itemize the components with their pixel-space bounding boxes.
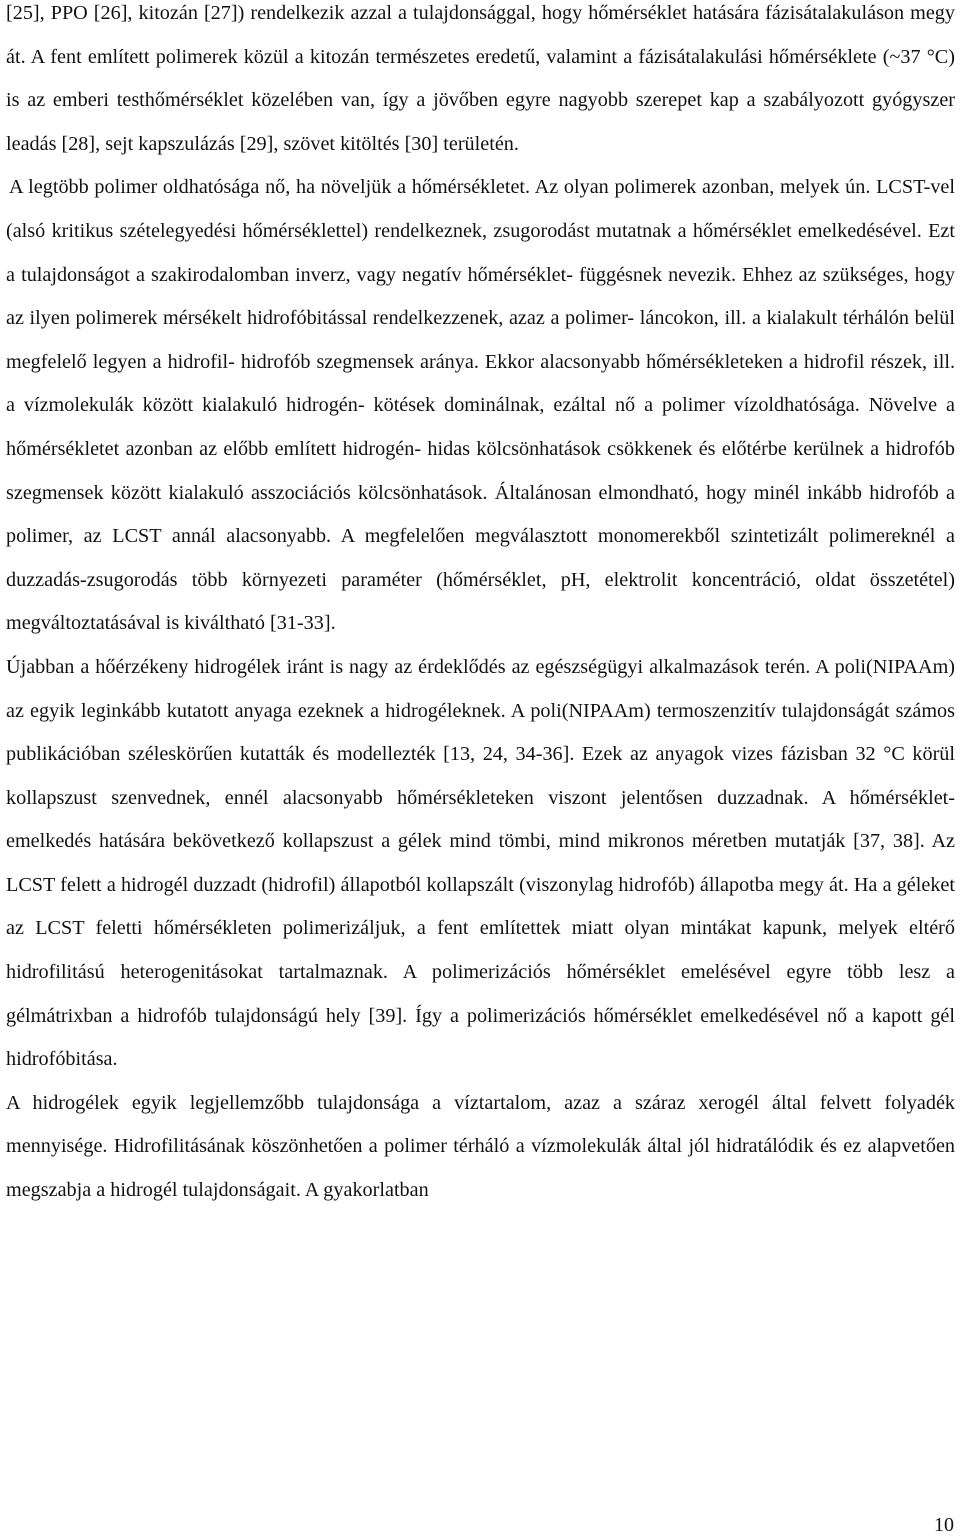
paragraph-4: A hidrogélek egyik legjellemzőbb tulajdonsága a víztartalom, azaz a száraz xerogél által felvett folyadék mennyisége. Hidrofilitásának köszönhetően a polimer térháló a vízmolekulák által jól hidratálódik és ez alapvetően megszabja a hidrogél tulajdonságait. A gyakorlatban (6, 1091, 955, 1202)
page-number: 10 (934, 1514, 954, 1536)
paragraph-2: A legtöbb polimer oldhatósága nő, ha növeljük a hőmérsékletet. Az olyan polimerek azonban, melyek ún. LCST-vel (alsó kritikus szételegyedési hőmérséklettel) rendelkeznek, zsugorodást mutatnak a hőmérséklet emelkedésével. Ezt a tulajdonságot a szakirodalomban inverz, vagy negatív hőmérséklet- függésnek nevezik. Ehhez az szükséges, hogy az ilyen polimerek mérsékelt hidrofóbitással rendelkezzenek, azaz a polimer- láncokon, ill. a kialakult térhálón belül megfelelő legyen a hidrofil- hidrofób szegmensek aránya. Ekkor alacsonyabb hőmérsékleteken a hidrofil részek, ill. a vízmolekulák között kialakuló hidrogén- kötések dominálnak, ezáltal nő a polimer vízoldhatósága. Növelve a hőmérsékletet azonban az előbb említett hidrogén- hidas kölcsönhatások csökkenek és előtérbe kerülnek a hidrofób szegmensek között kialakuló asszociációs kölcsönhatások. Általánosan elmondható, hogy minél inkább hidrofób a polimer, az LCST annál alacsonyabb. A megfelelően megválasztott monomerekből szintetizált polimereknél a duzzadás-zsugorodás több környezeti paraméter (hőmérséklet, pH, elektrolit koncentráció, oldat összetétel) megváltoztatásával is kiváltható [31-33]. (6, 176, 955, 635)
document-page (6, 0, 955, 1213)
paragraph-1: [25], PPO [26], kitozán [27]) rendelkezik azzal a tulajdonsággal, hogy hőmérséklet hatására fázisátalakuláson megy át. A fent említett polimerek közül a kitozán természetes eredetű, valamint a fázisátalakulási hőmérséklete (~37 °C) is az emberi testhőmérséklet közelében van, így a jövőben egyre nagyobb szerepet kap a szabályozott gyógyszer leadás [28], sejt kapszulázás [29], szövet kitöltés [30] területén. (6, 2, 955, 155)
paragraph-3: Újabban a hőérzékeny hidrogélek iránt is nagy az érdeklődés az egészségügyi alkalmazások terén. A poli(NIPAAm) az egyik leginkább kutatott anyaga ezeknek a hidrogéleknek. A poli(NIPAAm) termoszenzitív tulajdonságát számos publikációban széleskörűen kutatták és modellezték [13, 24, 34-36]. Ezek az anyagok vizes fázisban 32 °C körül kollapszust szenvednek, ennél alacsonyabb hőmérsékleteken viszont jelentősen duzzadnak. A hőmérséklet- emelkedés hatására bekövetkező kollapszust a gélek mind tömbi, mind mikronos méretben mutatják [37, 38]. Az LCST felett a hidrogél duzzadt (hidrofil) állapotból kollapszált (viszonylag hidrofób) állapotba megy át. Ha a géleket az LCST feletti hőmérsékleten polimerizáljuk, a fent említettek miatt olyan mintákat kapunk, melyek eltérő hidrofilitású heterogenitásokat tartalmaznak. A polimerizációs hőmérséklet emelésével egyre több lesz a gélmátrixban a hidrofób tulajdonságú hely [39]. Így a polimerizációs hőmérséklet emelkedésével nő a kapott gél hidrofóbitása. (6, 655, 955, 1071)
